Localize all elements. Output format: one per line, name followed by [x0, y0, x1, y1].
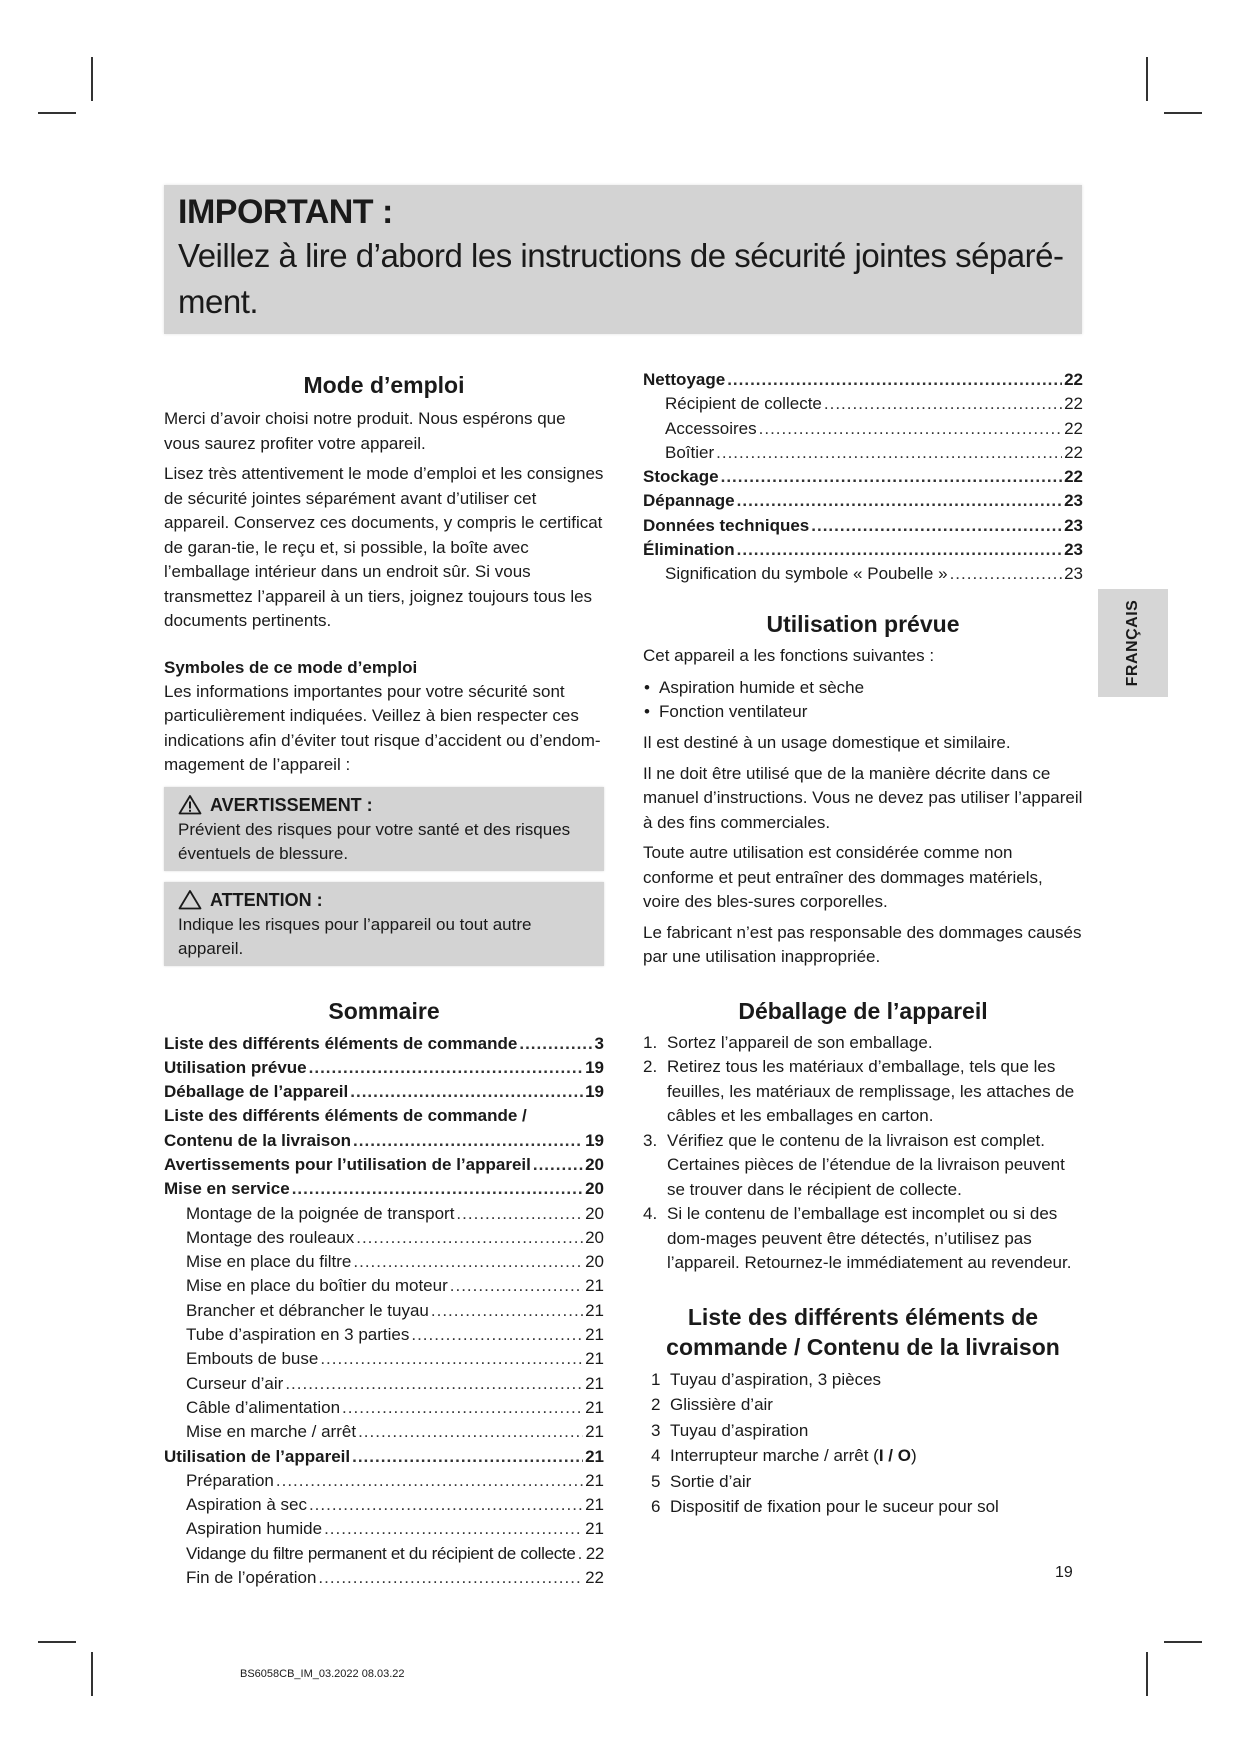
banner-line-1: Veillez à lire d’abord les instructions de sécurité jointes séparé- — [178, 237, 1064, 274]
step-item: 4. Si le contenu de l’emballage est incomplet ou si des dom-mages peuvent être détectés, n’utilisez pas l’appareil. Retournez-le immédiatement au revendeur. — [643, 1204, 1072, 1273]
toc-item[interactable]: Dépannage ..... 23 — [643, 489, 1083, 513]
sommaire-list-continued — [643, 368, 1083, 587]
attention-box — [164, 882, 604, 966]
toc-subitem[interactable]: Accessoires ..... 22 — [643, 417, 1083, 441]
utilisation-heading: Utilisation prévue — [766, 610, 960, 637]
toc-subitem[interactable]: Mise en place du filtre ..... 20 — [164, 1250, 604, 1274]
step-item: 3. Vérifiez que le contenu de la livraison est complet. Certaines pièces de l’étendue de la livraison peuvent se trouver dans le récipient de collecte. — [643, 1130, 1065, 1199]
part-item: 6 Dispositif de fixation pour le suceur pour sol — [651, 1497, 999, 1517]
part-item: 1 Tuyau d’aspiration, 3 pièces — [651, 1369, 882, 1389]
crop-mark — [1164, 1641, 1202, 1643]
crop-mark — [1146, 1652, 1148, 1696]
toc-item[interactable]: Nettoyage ..... 22 — [643, 368, 1083, 392]
left-column — [164, 370, 604, 1590]
symbols-text: Les informations importantes pour votre sécurité sont particulièrement indiquées. Veillez à bien respecter ces indications afin d’éviter tout risque d’accident ou d’endom-magement de l’appareil : — [164, 681, 601, 774]
toc-subitem[interactable]: Câble d’alimentation ..... 21 — [164, 1396, 604, 1420]
important-banner — [164, 185, 1082, 334]
mode-emploi-paragraph: Lisez très attentivement le mode d’emploi et les consignes de sécurité jointes séparément avant d’utiliser cet appareil. Conservez ces documents, y compris le certificat de garan-tie, le reçu et, si possible, la boîte avec l’emballage intérieur dans un endroit sûr. Si vous transmettez l’appareil à un tiers, joignez toujours tous les documents pertinents. — [164, 464, 604, 630]
step-item: 2. Retirez tous les matériaux d’emballage, tels que les feuilles, les matériaux de remplissage, les attaches de câbles et les emballages en carton. — [643, 1057, 1075, 1126]
sommaire-list — [164, 1032, 604, 1591]
crop-mark — [91, 57, 93, 101]
toc-subitem[interactable]: Montage de la poignée de transport ..... 20 — [164, 1202, 604, 1226]
toc-subitem[interactable]: Fin de l’opération ..... 22 — [164, 1566, 604, 1590]
utilisation-paragraph: Le fabricant n’est pas responsable des dommages causés par une utilisation inappropriée. — [643, 922, 1082, 967]
attention-text: Indique les risques pour l’appareil ou tout autre appareil. — [178, 914, 532, 958]
toc-subitem[interactable]: Mise en place du boîtier du moteur ..... 21 — [164, 1274, 604, 1298]
part-item: 5 Sortie d’air — [651, 1471, 752, 1491]
deballage-heading: Déballage de l’appareil — [738, 997, 988, 1024]
switch-symbol: I / O — [878, 1446, 911, 1466]
toc-item[interactable]: Utilisation prévue ..... 19 — [164, 1056, 604, 1080]
step-item: 1. Sortez l’appareil de son emballage. — [643, 1032, 933, 1052]
part-item: 3 Tuyau d’aspiration — [651, 1420, 809, 1440]
mode-emploi-heading: Mode d’emploi — [303, 372, 465, 398]
crop-mark — [1146, 57, 1148, 101]
toc-subitem[interactable]: Boîtier ..... 22 — [643, 441, 1083, 465]
list-item: • Fonction ventilateur — [643, 700, 1083, 724]
liste-heading-line-2: commande / Contenu de la livraison — [666, 1333, 1060, 1360]
banner-title: IMPORTANT : — [178, 193, 393, 231]
toc-item[interactable]: Données techniques ..... 23 — [643, 514, 1083, 538]
language-tab-label: FRANÇAIS — [1124, 599, 1141, 687]
toc-item[interactable]: Liste des différents éléments de commande ..... 3 — [164, 1032, 604, 1056]
toc-subitem[interactable]: Récipient de collecte ..... 22 — [643, 392, 1083, 416]
warning-text: Prévient des risques pour votre santé et des risques éventuels de blessure. — [178, 819, 571, 863]
utilisation-paragraph: Il ne doit être utilisé que de la manière décrite dans ce manuel d’instructions. Vous ne devez pas utiliser l’appareil à des fins commerciales. — [643, 763, 1083, 832]
page-number: 19 — [1055, 1564, 1073, 1581]
utilisation-paragraph: Toute autre utilisation est considérée comme non conforme et peut entraîner des dommages matériels, voire des bles-sures corporelles. — [643, 843, 1043, 912]
warning-triangle-icon — [178, 794, 202, 815]
utilisation-intro: Cet appareil a les fonctions suivantes : — [643, 645, 935, 665]
toc-item[interactable]: Liste des différents éléments de commande / — [164, 1106, 527, 1126]
footer-code: BS6058CB_IM_03.2022 08.03.22 — [240, 1668, 405, 1680]
unpacking-steps — [643, 1031, 1083, 1276]
part-item: 2 Glissière d’air — [651, 1395, 773, 1415]
toc-item[interactable]: Élimination ..... 23 — [643, 538, 1083, 562]
toc-subitem[interactable]: Signification du symbole « Poubelle » ..... 23 — [643, 562, 1083, 586]
list-item: • Aspiration humide et sèche — [643, 676, 1083, 700]
warning-box — [164, 787, 604, 871]
liste-heading-line-1: Liste des différents éléments de — [687, 1303, 1039, 1330]
crop-mark — [38, 112, 76, 114]
toc-item[interactable]: Déballage de l’appareil ..... 19 — [164, 1080, 604, 1104]
toc-item[interactable]: Stockage ..... 22 — [643, 465, 1083, 489]
toc-subitem[interactable]: Brancher et débrancher le tuyau ..... 21 — [164, 1299, 604, 1323]
toc-item[interactable]: Avertissements pour l’utilisation de l’appareil ..... 20 — [164, 1153, 604, 1177]
toc-subitem[interactable]: Curseur d’air ..... 21 — [164, 1372, 604, 1396]
toc-subitem[interactable]: Vidange du filtre permanent et du récipient de collecte ..... 22 — [164, 1542, 604, 1566]
right-column — [643, 368, 1083, 1520]
toc-subitem[interactable]: Aspiration à sec ..... 21 — [164, 1493, 604, 1517]
warning-title: AVERTISSEMENT : — [210, 794, 373, 815]
toc-subitem[interactable]: Aspiration humide ..... 21 — [164, 1517, 604, 1541]
part-item: 4 Interrupteur marche / arrêt (I / O) — [651, 1446, 917, 1466]
parts-list — [643, 1367, 1083, 1520]
utilisation-paragraph: Il est destiné à un usage domestique et similaire. — [643, 733, 1011, 753]
attention-title: ATTENTION : — [210, 889, 323, 910]
toc-item[interactable]: Mise en service ..... 20 — [164, 1177, 604, 1201]
toc-item[interactable]: Contenu de la livraison ..... 19 — [164, 1129, 604, 1153]
toc-subitem[interactable]: Tube d’aspiration en 3 parties ..... 21 — [164, 1323, 604, 1347]
language-tab — [1098, 589, 1168, 697]
crop-mark — [1164, 112, 1202, 114]
toc-subitem[interactable]: Montage des rouleaux ..... 20 — [164, 1226, 604, 1250]
toc-subitem[interactable]: Mise en marche / arrêt ..... 21 — [164, 1420, 604, 1444]
toc-subitem[interactable]: Préparation ..... 21 — [164, 1469, 604, 1493]
sommaire-heading: Sommaire — [328, 997, 440, 1024]
mode-emploi-intro: Merci d’avoir choisi notre produit. Nous espérons que vous saurez profiter votre appareil. — [164, 409, 566, 453]
banner-line-2: ment. — [178, 283, 259, 320]
symbols-heading: Symboles de ce mode d’emploi — [164, 657, 418, 677]
functions-list — [643, 676, 1083, 723]
toc-subitem[interactable]: Embouts de buse ..... 21 — [164, 1347, 604, 1371]
attention-triangle-icon — [178, 889, 202, 910]
crop-mark — [38, 1641, 76, 1643]
crop-mark — [91, 1652, 93, 1696]
toc-item[interactable]: Utilisation de l’appareil ..... 21 — [164, 1445, 604, 1469]
